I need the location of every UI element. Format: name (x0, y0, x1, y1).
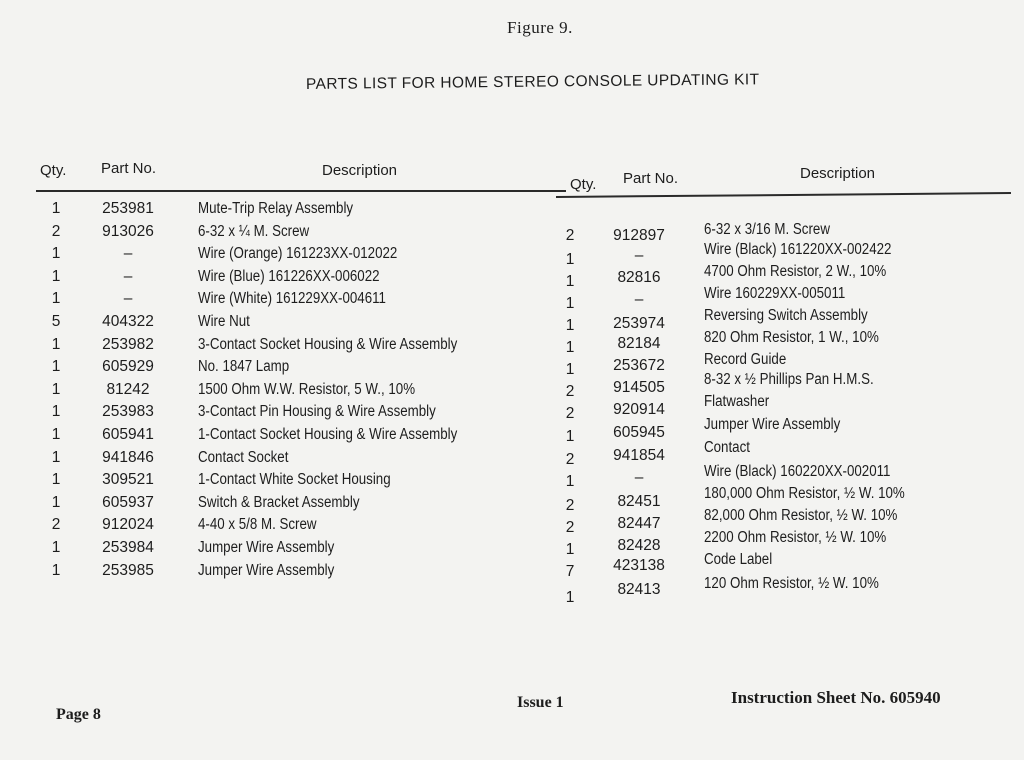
description-cell (198, 539, 356, 557)
description-cell (704, 351, 800, 369)
right-qty-header: Qty. (570, 176, 597, 193)
description-cell (198, 471, 422, 489)
part-number-cell: – (123, 290, 133, 308)
qty-cell: 1 (565, 295, 575, 312)
description-cell (704, 507, 929, 525)
description-text: 8-32 x ½ Phillips Pan H.M.S. (704, 371, 874, 388)
part-number-cell: 912897 (613, 227, 665, 244)
description-cell (704, 416, 862, 434)
qty-cell: 2 (565, 383, 575, 400)
description-cell (198, 449, 303, 467)
description-cell (198, 268, 409, 286)
description-cell (198, 516, 336, 534)
qty-cell: 2 (565, 405, 575, 422)
qty-cell: 1 (51, 290, 61, 308)
part-number-cell: 913026 (102, 222, 154, 240)
part-number-cell: 82413 (617, 581, 661, 598)
qty-cell: 1 (51, 200, 61, 217)
parts-list-title: PARTS LIST FOR HOME STEREO CONSOLE UPDATING KIT (305, 71, 760, 93)
qty-cell: 2 (565, 451, 575, 468)
description-cell (704, 263, 916, 281)
part-number-cell: 82428 (617, 537, 661, 554)
description-text: 1-Contact Socket Housing & Wire Assembly (198, 426, 458, 443)
qty-cell: 7 (565, 563, 575, 580)
qty-cell: 2 (51, 222, 61, 240)
part-number-cell: – (634, 291, 644, 308)
qty-cell: 2 (565, 497, 575, 514)
qty-cell: 1 (565, 428, 575, 445)
description-text: Jumper Wire Assembly (198, 561, 335, 579)
part-number-cell: 423138 (613, 557, 665, 574)
qty-cell: 1 (51, 448, 61, 466)
description-text: Contact Socket (198, 448, 289, 466)
qty-cell: 1 (51, 471, 61, 489)
description-text: Switch & Bracket Assembly (198, 493, 360, 511)
description-cell (704, 463, 921, 481)
description-text: Wire (Orange) 161223XX-012022 (198, 245, 398, 263)
description-text: 4-40 x 5/8 M. Screw (198, 516, 317, 534)
description-text: 820 Ohm Resistor, 1 W., 10% (704, 329, 879, 346)
description-text: Jumper Wire Assembly (704, 416, 841, 433)
part-number-cell: – (123, 245, 133, 263)
part-number-cell: 253984 (102, 539, 154, 556)
qty-cell: 1 (565, 361, 575, 378)
description-text: 1-Contact White Socket Housing (198, 471, 391, 489)
left-description-header: Description (322, 162, 398, 179)
qty-cell: 1 (565, 273, 575, 290)
description-cell (704, 241, 922, 259)
description-text: Record Guide (704, 351, 787, 368)
part-number-cell: 82451 (617, 493, 661, 510)
qty-cell: 1 (51, 493, 61, 511)
description-text: 120 Ohm Resistor, ½ W. 10% (704, 575, 879, 592)
description-cell (704, 485, 937, 503)
description-cell (704, 221, 850, 239)
part-number-cell: – (123, 267, 133, 285)
description-text: 2200 Ohm Resistor, ½ W. 10% (704, 529, 887, 546)
description-text: Wire 160229XX-005011 (704, 285, 846, 302)
part-number-cell: 605937 (102, 493, 154, 511)
description-cell (704, 551, 783, 569)
description-cell (704, 575, 907, 593)
description-text: 6-32 x ¼ M. Screw (198, 222, 310, 240)
description-cell (198, 200, 378, 218)
description-cell (198, 358, 304, 376)
qty-cell: 1 (51, 245, 61, 263)
part-number-cell: 82816 (617, 269, 661, 286)
description-cell (198, 381, 450, 399)
issue-number: Issue 1 (517, 694, 564, 711)
qty-cell: 2 (565, 227, 575, 244)
description-cell (198, 290, 417, 308)
part-number-cell: 81242 (106, 380, 150, 398)
description-cell (198, 426, 500, 444)
description-cell (198, 403, 475, 421)
description-text: Code Label (704, 551, 773, 568)
part-number-cell: – (634, 247, 644, 264)
description-cell (704, 371, 901, 389)
part-number-cell: 914505 (613, 379, 665, 396)
figure-label: Figure 9. (507, 18, 573, 37)
description-text: Wire (Black) 161220XX-002422 (704, 241, 892, 258)
part-number-cell: 605929 (102, 358, 154, 376)
description-text: Wire (Black) 160220XX-002011 (704, 463, 891, 480)
description-text: Mute-Trip Relay Assembly (198, 200, 354, 217)
left-part-no-header: Part No. (101, 160, 157, 177)
description-cell (704, 329, 907, 347)
part-number-cell: 404322 (102, 313, 154, 330)
description-text: Reversing Switch Assembly (704, 307, 868, 324)
part-number-cell: 253985 (102, 561, 154, 579)
part-number-cell: 253981 (102, 200, 154, 217)
qty-cell: 5 (51, 313, 61, 330)
description-text: Jumper Wire Assembly (198, 539, 335, 556)
part-number-cell: 941846 (102, 448, 154, 466)
part-number-cell: 605941 (102, 426, 154, 443)
right-description-header: Description (800, 165, 876, 182)
description-cell (198, 336, 500, 354)
instruction-sheet-number: Instruction Sheet No. 605940 (731, 688, 941, 707)
qty-cell: 1 (565, 317, 575, 334)
part-number-cell: 253982 (102, 335, 154, 353)
description-text: 6-32 x 3/16 M. Screw (704, 221, 830, 238)
description-text: Flatwasher (704, 393, 770, 410)
left-qty-header: Qty. (40, 162, 67, 179)
qty-cell: 1 (565, 541, 575, 558)
description-text: 82,000 Ohm Resistor, ½ W. 10% (704, 507, 898, 524)
description-text: Wire (Blue) 161226XX-006022 (198, 267, 380, 285)
qty-cell: 1 (51, 539, 61, 556)
qty-cell: 1 (565, 339, 575, 356)
description-cell (704, 285, 868, 303)
qty-cell: 1 (51, 267, 61, 285)
qty-cell: 1 (51, 426, 61, 443)
qty-cell: 2 (565, 519, 575, 536)
part-number-cell: 941854 (613, 447, 665, 464)
part-number-cell: 920914 (613, 401, 665, 418)
description-text: Wire Nut (198, 313, 250, 330)
part-number-cell: 309521 (102, 471, 154, 489)
description-text: 1500 Ohm W.W. Resistor, 5 W., 10% (198, 380, 416, 398)
description-cell (198, 245, 430, 263)
left-header-rule (36, 190, 566, 192)
description-cell (704, 529, 916, 547)
page-number: Page 8 (56, 706, 101, 723)
description-text: No. 1847 Lamp (198, 358, 290, 376)
qty-cell: 1 (51, 403, 61, 421)
qty-cell: 2 (51, 516, 61, 534)
part-number-cell: 82447 (617, 515, 661, 532)
part-number-cell: – (634, 469, 644, 486)
qty-cell: 1 (565, 589, 575, 606)
description-cell (198, 494, 386, 512)
description-cell (198, 223, 327, 241)
description-cell (198, 313, 258, 331)
description-text: 3-Contact Socket Housing & Wire Assembly (198, 335, 458, 353)
right-header-rule (556, 192, 1011, 198)
description-cell (704, 393, 780, 411)
qty-cell: 1 (51, 380, 61, 398)
part-number-cell: 253983 (102, 403, 154, 421)
qty-cell: 1 (51, 335, 61, 353)
qty-cell: 1 (51, 358, 61, 376)
qty-cell: 1 (565, 473, 575, 490)
part-number-cell: 253974 (613, 315, 665, 332)
description-cell (704, 439, 757, 457)
description-text: Wire (White) 161229XX-004611 (198, 290, 386, 308)
part-number-cell: 605945 (613, 424, 665, 441)
part-number-cell: 912024 (102, 516, 154, 534)
description-cell (198, 562, 356, 580)
description-text: 180,000 Ohm Resistor, ½ W. 10% (704, 485, 905, 502)
description-text: Contact (704, 439, 750, 456)
right-part-no-header: Part No. (623, 170, 679, 187)
description-text: 4700 Ohm Resistor, 2 W., 10% (704, 263, 887, 280)
qty-cell: 1 (51, 561, 61, 579)
part-number-cell: 253672 (613, 357, 665, 374)
part-number-cell: 82184 (617, 335, 661, 352)
description-cell (704, 307, 894, 325)
qty-cell: 1 (565, 251, 575, 268)
description-text: 3-Contact Pin Housing & Wire Assembly (198, 403, 436, 421)
